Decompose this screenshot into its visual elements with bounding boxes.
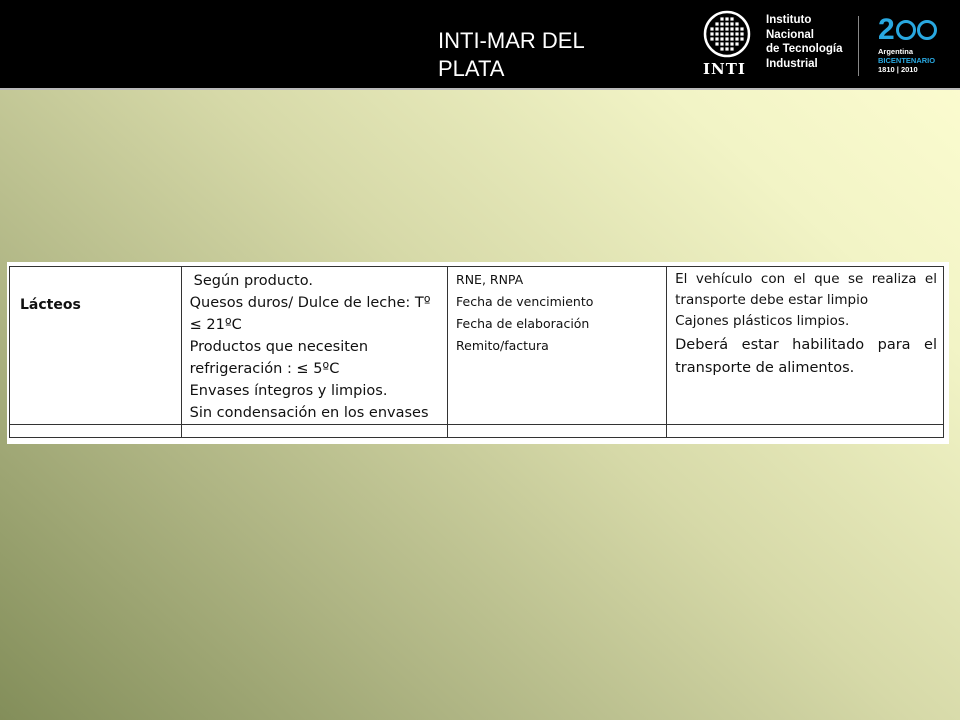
logo-dot [730, 32, 733, 35]
logo-dot [720, 37, 723, 40]
logo-dot [720, 22, 723, 25]
logo-dot [725, 47, 728, 50]
logo-dot [720, 17, 723, 20]
logo-dot [725, 32, 728, 35]
bicentenario-200-icon: 2 [878, 16, 937, 44]
institute-name: Instituto Nacional de Tecnología Industrial [766, 14, 843, 70]
bicentenario-country: Argentina [878, 47, 914, 56]
list-item: Envases íntegros y limpios. [189, 383, 388, 399]
list-item: Cajones plásticos limpios. [675, 313, 850, 329]
list-item: Deberá estar habilitado para el transporte de alimentos. [675, 337, 937, 376]
category-cell: Lácteos [10, 267, 182, 425]
requirements-table-image [7, 262, 949, 444]
logo-dot [715, 32, 718, 35]
list-item: RNE, RNPA [456, 272, 524, 287]
logo-dot [715, 27, 718, 30]
bicentenario-logo [878, 13, 937, 74]
page-title: INTI-MAR DEL PLATA [438, 28, 584, 81]
logo-dot [730, 42, 733, 45]
logo-dot [725, 22, 728, 25]
table-row [10, 425, 944, 438]
transport-cell [667, 267, 944, 425]
logo-dot [715, 37, 718, 40]
logo-dot [710, 27, 713, 30]
logo-dot [735, 37, 738, 40]
logo-dot [740, 27, 743, 30]
logo-dot [735, 27, 738, 30]
requirements-cell [181, 267, 447, 425]
logo-dot [725, 37, 728, 40]
logo-dot [730, 22, 733, 25]
logo-dot [715, 22, 718, 25]
logo-dot [710, 37, 713, 40]
list-item: Remito/factura [456, 338, 549, 353]
logo-dot [730, 27, 733, 30]
list-item: Quesos duros/ Dulce de leche: Tº ≤ 21ºC [189, 295, 431, 333]
logo-dot [715, 42, 718, 45]
list-item: Productos que necesiten refrigeración : ≤ 5ºC [189, 339, 369, 377]
list-item: Fecha de elaboración [456, 316, 590, 331]
logo-dot [735, 32, 738, 35]
list-item: Sin condensación en los envases [189, 405, 429, 421]
inti-wordmark: INTI [703, 60, 746, 78]
logo-dot [725, 42, 728, 45]
inti-logo-icon [700, 10, 754, 58]
logo-dot [740, 37, 743, 40]
logo-dot [720, 42, 723, 45]
bicentenario-label: BICENTENARIO [878, 56, 936, 65]
logo-dot [720, 32, 723, 35]
logo-dot [725, 27, 728, 30]
logo-dot [710, 32, 713, 35]
table-row [10, 267, 944, 425]
logo-dot [735, 22, 738, 25]
logo-dot [730, 17, 733, 20]
list-item: Según producto. [193, 273, 313, 289]
header-divider [858, 16, 859, 76]
bicentenario-years: 1810 | 2010 [878, 65, 918, 74]
logo-dot [730, 37, 733, 40]
logo-dot [720, 27, 723, 30]
logo-dot [725, 17, 728, 20]
logo-dot [735, 42, 738, 45]
requirements-table [9, 266, 944, 438]
documents-cell [448, 267, 667, 425]
header-bar [0, 0, 960, 90]
list-item: El vehículo con el que se realiza el transporte debe estar limpio [675, 271, 937, 308]
logo-dot [720, 47, 723, 50]
list-item: Fecha de vencimiento [456, 294, 594, 309]
logo-dot [730, 47, 733, 50]
logo-dot [740, 32, 743, 35]
